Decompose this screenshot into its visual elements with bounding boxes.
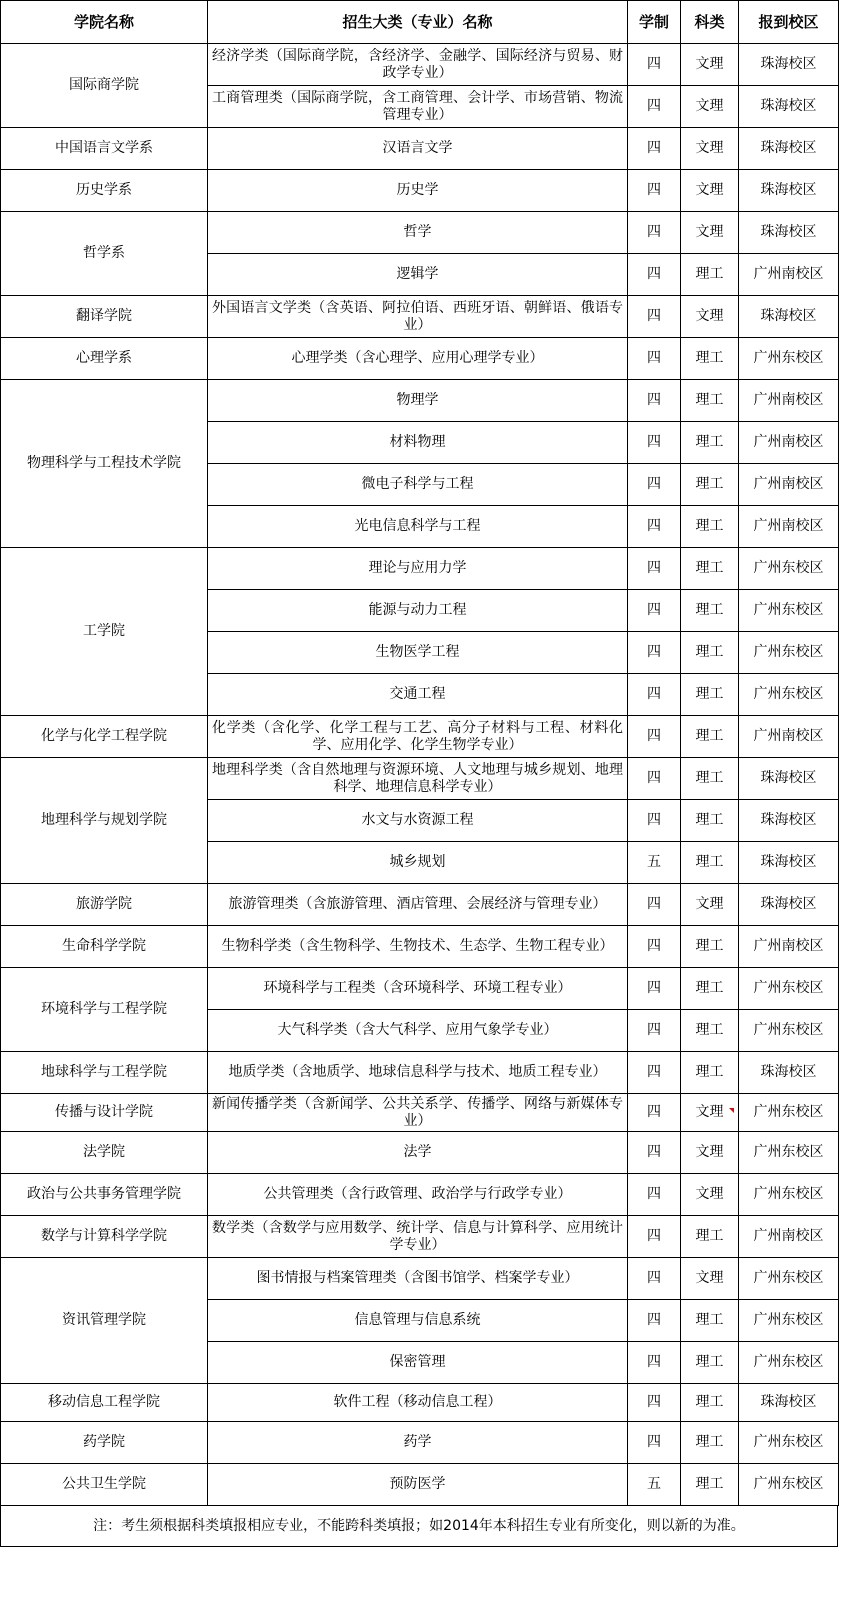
major-cell: 预防医学 [208,1464,628,1506]
header-campus: 报到校区 [739,1,839,44]
category-cell: 理工 [681,338,739,380]
category-cell: 理工 [681,506,739,548]
college-cell: 化学与化学工程学院 [1,716,208,758]
category-cell: 理工 [681,590,739,632]
campus-cell: 珠海校区 [739,1052,839,1094]
table-row [1,716,839,758]
years-cell: 四 [628,380,681,422]
major-cell: 法学 [208,1132,628,1174]
major-cell: 历史学 [208,170,628,212]
major-cell: 新闻传播学类（含新闻学、公共关系学、传播学、网络与新媒体专业） [208,1094,628,1132]
major-cell: 地理科学类（含自然地理与资源环境、人文地理与城乡规划、地理科学、地理信息科学专业） [208,758,628,800]
category-cell: 理工 [681,758,739,800]
years-cell: 四 [628,1342,681,1384]
category-cell: 文理 [681,1094,739,1132]
college-cell: 旅游学院 [1,884,208,926]
category-cell: 理工 [681,254,739,296]
table-row [1,296,839,338]
major-cell: 理论与应用力学 [208,548,628,590]
college-cell: 地理科学与规划学院 [1,758,208,884]
college-cell: 法学院 [1,1132,208,1174]
table-row [1,338,839,380]
years-cell: 五 [628,1464,681,1506]
major-cell: 外国语言文学类（含英语、阿拉伯语、西班牙语、朝鲜语、俄语专业） [208,296,628,338]
years-cell: 四 [628,926,681,968]
years-cell: 四 [628,884,681,926]
years-cell: 四 [628,1174,681,1216]
campus-cell: 广州东校区 [739,338,839,380]
campus-cell: 广州东校区 [739,1258,839,1300]
college-cell: 政治与公共事务管理学院 [1,1174,208,1216]
college-cell: 地球科学与工程学院 [1,1052,208,1094]
campus-cell: 珠海校区 [739,170,839,212]
years-cell: 四 [628,1094,681,1132]
category-cell: 文理 [681,884,739,926]
campus-cell: 珠海校区 [739,296,839,338]
campus-cell: 广州东校区 [739,1010,839,1052]
campus-cell: 广州东校区 [739,1422,839,1464]
campus-cell: 珠海校区 [739,800,839,842]
major-cell: 工商管理类（国际商学院，含工商管理、会计学、市场营销、物流管理专业） [208,86,628,128]
years-cell: 四 [628,464,681,506]
major-cell: 公共管理类（含行政管理、政治学与行政学专业） [208,1174,628,1216]
major-cell: 大气科学类（含大气科学、应用气象学专业） [208,1010,628,1052]
category-cell: 文理 [681,170,739,212]
campus-cell: 珠海校区 [739,758,839,800]
campus-cell: 广州东校区 [739,674,839,716]
major-cell: 软件工程（移动信息工程） [208,1384,628,1422]
years-cell: 四 [628,1300,681,1342]
years-cell: 四 [628,44,681,86]
campus-cell: 广州南校区 [739,380,839,422]
major-cell: 城乡规划 [208,842,628,884]
college-cell: 资讯管理学院 [1,1258,208,1384]
campus-cell: 珠海校区 [739,212,839,254]
category-cell: 理工 [681,800,739,842]
header-row [1,1,839,44]
campus-cell: 广州南校区 [739,716,839,758]
campus-cell: 广州东校区 [739,590,839,632]
category-cell: 理工 [681,632,739,674]
college-cell: 生命科学学院 [1,926,208,968]
category-cell: 理工 [681,842,739,884]
major-cell: 微电子科学与工程 [208,464,628,506]
category-cell: 文理 [681,44,739,86]
years-cell: 四 [628,1216,681,1258]
campus-cell: 珠海校区 [739,884,839,926]
years-cell: 四 [628,674,681,716]
campus-cell: 广州南校区 [739,422,839,464]
college-cell: 公共卫生学院 [1,1464,208,1506]
table-row [1,1464,839,1506]
campus-cell: 广州东校区 [739,1300,839,1342]
years-cell: 四 [628,590,681,632]
header-major: 招生大类（专业）名称 [208,1,628,44]
category-cell: 理工 [681,1216,739,1258]
years-cell: 四 [628,212,681,254]
major-cell: 保密管理 [208,1342,628,1384]
major-cell: 能源与动力工程 [208,590,628,632]
years-cell: 四 [628,1132,681,1174]
college-cell: 移动信息工程学院 [1,1384,208,1422]
category-cell: 理工 [681,1464,739,1506]
category-cell: 理工 [681,1052,739,1094]
years-cell: 四 [628,1010,681,1052]
years-cell: 四 [628,254,681,296]
major-cell: 数学类（含数学与应用数学、统计学、信息与计算科学、应用统计学专业） [208,1216,628,1258]
college-cell: 心理学系 [1,338,208,380]
table-row [1,968,839,1010]
major-cell: 经济学类（国际商学院，含经济学、金融学、国际经济与贸易、财政学专业） [208,44,628,86]
campus-cell: 广州东校区 [739,1132,839,1174]
campus-cell: 珠海校区 [739,1384,839,1422]
category-cell: 理工 [681,1422,739,1464]
years-cell: 四 [628,632,681,674]
category-cell: 文理 [681,296,739,338]
category-cell: 理工 [681,716,739,758]
college-cell: 历史学系 [1,170,208,212]
college-cell: 中国语言文学系 [1,128,208,170]
years-cell: 四 [628,1422,681,1464]
years-cell: 四 [628,1258,681,1300]
major-cell: 逻辑学 [208,254,628,296]
table-row [1,1052,839,1094]
major-cell: 旅游管理类（含旅游管理、酒店管理、会展经济与管理专业） [208,884,628,926]
years-cell: 四 [628,548,681,590]
campus-cell: 广州南校区 [739,464,839,506]
campus-cell: 广州东校区 [739,1464,839,1506]
category-cell: 理工 [681,674,739,716]
table-row [1,1132,839,1174]
category-cell: 理工 [681,422,739,464]
years-cell: 四 [628,968,681,1010]
years-cell: 四 [628,716,681,758]
major-cell: 心理学类（含心理学、应用心理学专业） [208,338,628,380]
table-row [1,1384,839,1422]
table-row [1,1094,839,1132]
campus-cell: 广州东校区 [739,1174,839,1216]
college-cell: 国际商学院 [1,44,208,128]
table-row [1,1258,839,1300]
table-row [1,212,839,254]
category-cell: 文理 [681,1258,739,1300]
category-cell: 文理 [681,86,739,128]
major-cell: 信息管理与信息系统 [208,1300,628,1342]
campus-cell: 广州南校区 [739,506,839,548]
category-cell: 文理 [681,212,739,254]
category-cell: 理工 [681,926,739,968]
table-row [1,1216,839,1258]
table-row [1,884,839,926]
college-cell: 药学院 [1,1422,208,1464]
years-cell: 四 [628,296,681,338]
campus-cell: 广州东校区 [739,968,839,1010]
table-row [1,170,839,212]
years-cell: 四 [628,1384,681,1422]
years-cell: 五 [628,842,681,884]
major-cell: 化学类（含化学、化学工程与工艺、高分子材料与工程、材料化学、应用化学、化学生物学专业） [208,716,628,758]
campus-cell: 广州东校区 [739,1342,839,1384]
major-cell: 材料物理 [208,422,628,464]
table-row [1,926,839,968]
major-cell: 环境科学与工程类（含环境科学、环境工程专业） [208,968,628,1010]
major-cell: 水文与水资源工程 [208,800,628,842]
category-cell: 理工 [681,1010,739,1052]
college-cell: 哲学系 [1,212,208,296]
years-cell: 四 [628,1052,681,1094]
major-cell: 地质学类（含地质学、地球信息科学与技术、地质工程专业） [208,1052,628,1094]
table-row [1,758,839,800]
category-cell: 理工 [681,968,739,1010]
major-cell: 图书情报与档案管理类（含图书馆学、档案学专业） [208,1258,628,1300]
table-row [1,128,839,170]
category-cell: 理工 [681,380,739,422]
footnote: 注：考生须根据科类填报相应专业，不能跨科类填报；如2014年本科招生专业有所变化，则以新的为准。 [1,1506,838,1547]
category-cell: 理工 [681,1384,739,1422]
table-row [1,1422,839,1464]
category-cell: 理工 [681,1342,739,1384]
campus-cell: 广州南校区 [739,926,839,968]
note-table [0,1506,838,1547]
years-cell: 四 [628,128,681,170]
major-cell: 交通工程 [208,674,628,716]
years-cell: 四 [628,86,681,128]
table-row [1,548,839,590]
header-years: 学制 [628,1,681,44]
category-cell: 理工 [681,1300,739,1342]
comment-marker [729,1108,734,1113]
category-cell: 文理 [681,1174,739,1216]
table-row [1,380,839,422]
college-cell: 环境科学与工程学院 [1,968,208,1052]
table-body [1,44,839,1506]
campus-cell: 广州东校区 [739,1094,839,1132]
campus-cell: 珠海校区 [739,86,839,128]
campus-cell: 广州南校区 [739,1216,839,1258]
years-cell: 四 [628,758,681,800]
header-category: 科类 [681,1,739,44]
major-cell: 物理学 [208,380,628,422]
years-cell: 四 [628,170,681,212]
years-cell: 四 [628,800,681,842]
years-cell: 四 [628,422,681,464]
years-cell: 四 [628,338,681,380]
major-cell: 哲学 [208,212,628,254]
major-cell: 生物科学类（含生物科学、生物技术、生态学、生物工程专业） [208,926,628,968]
table-row [1,44,839,86]
category-cell: 文理 [681,128,739,170]
header-college: 学院名称 [1,1,208,44]
category-cell: 理工 [681,548,739,590]
campus-cell: 广州东校区 [739,548,839,590]
major-cell: 光电信息科学与工程 [208,506,628,548]
campus-cell: 珠海校区 [739,842,839,884]
major-cell: 汉语言文学 [208,128,628,170]
college-cell: 数学与计算科学学院 [1,1216,208,1258]
campus-cell: 广州东校区 [739,632,839,674]
college-cell: 物理科学与工程技术学院 [1,380,208,548]
college-cell: 翻译学院 [1,296,208,338]
campus-cell: 广州南校区 [739,254,839,296]
campus-cell: 珠海校区 [739,44,839,86]
table-row [1,1174,839,1216]
years-cell: 四 [628,506,681,548]
major-cell: 药学 [208,1422,628,1464]
college-cell: 传播与设计学院 [1,1094,208,1132]
category-cell: 文理 [681,1132,739,1174]
major-cell: 生物医学工程 [208,632,628,674]
college-cell: 工学院 [1,548,208,716]
category-cell: 理工 [681,464,739,506]
campus-cell: 珠海校区 [739,128,839,170]
